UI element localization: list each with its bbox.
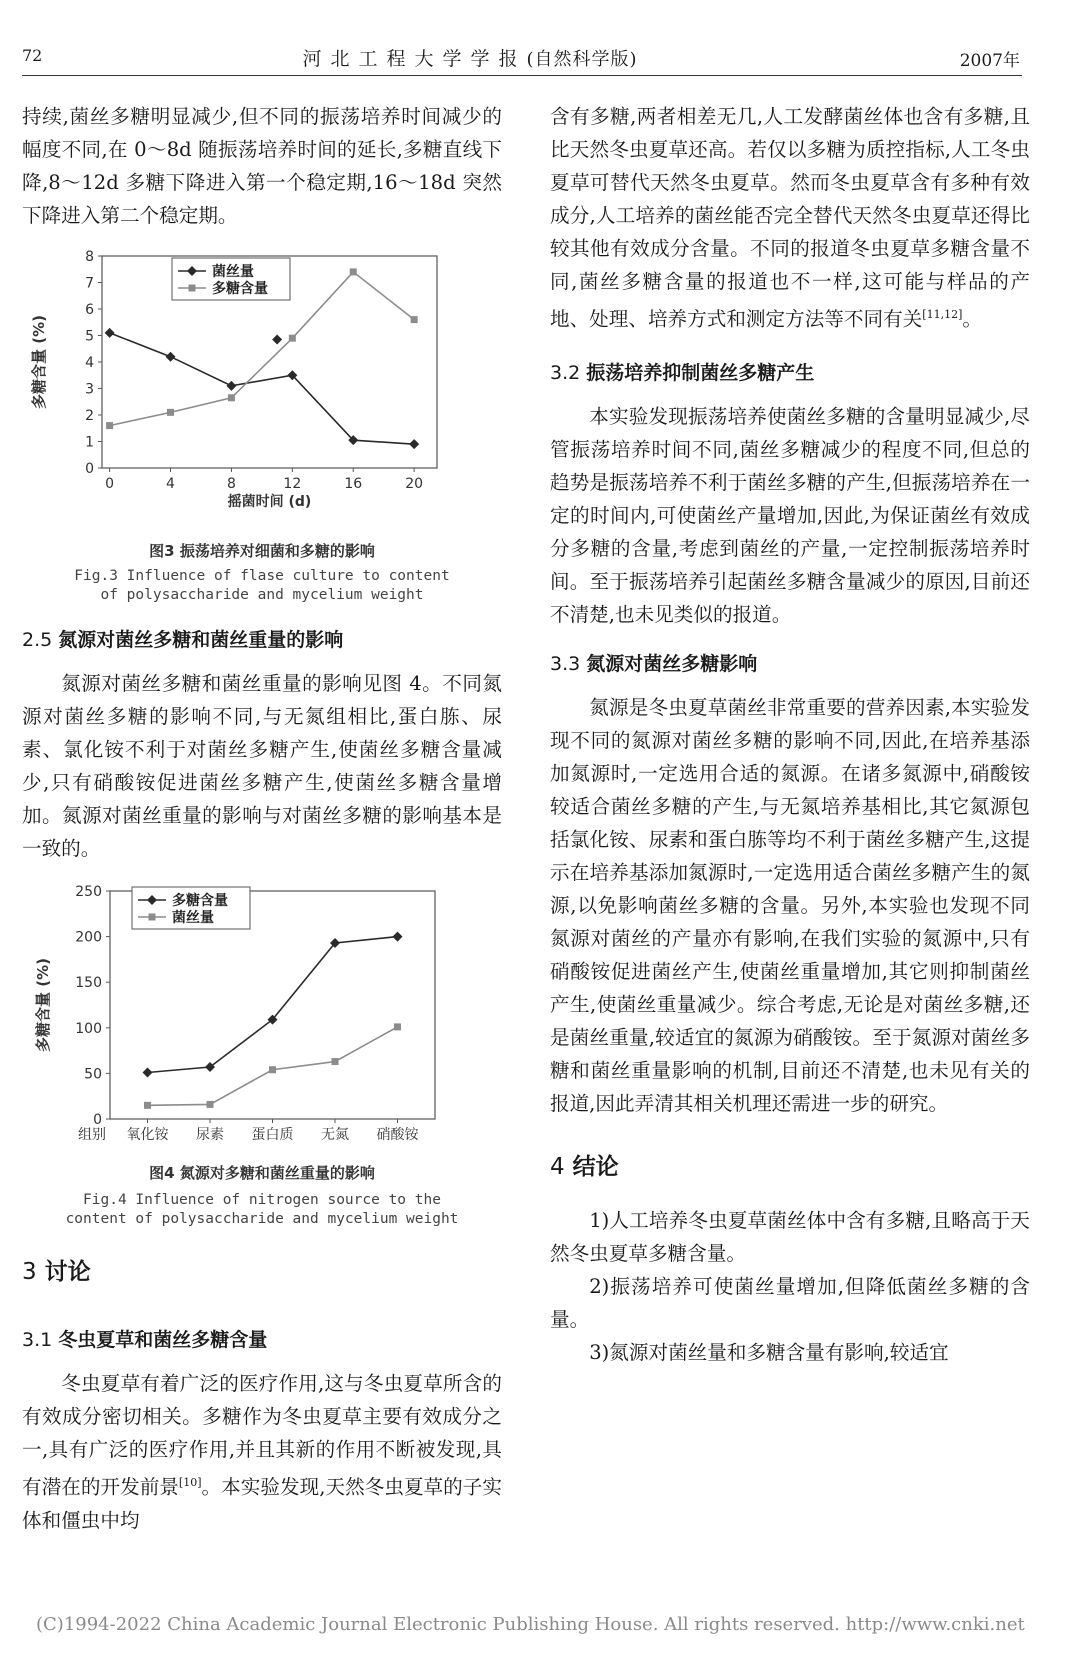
data-point-1-1 xyxy=(167,409,174,416)
data-point-0-2 xyxy=(226,381,236,391)
x-tick-label: 8 xyxy=(226,476,236,492)
y-tick-label: 1 xyxy=(85,434,94,451)
section-title: 讨论 xyxy=(44,1259,91,1285)
x-prefix-label: 组别 xyxy=(78,1127,106,1143)
legend-label-1: 菌丝量 xyxy=(172,910,214,926)
section-number: 3.3 xyxy=(550,652,581,675)
x-tick-label: 0 xyxy=(105,476,115,492)
y-tick-label: 2 xyxy=(85,408,94,424)
data-point-0-0 xyxy=(143,1067,153,1077)
section-3-heading xyxy=(22,1255,502,1289)
paragraph-3-1-tail: 。本实验发现,天然冬虫夏草的子实体和僵虫中均 xyxy=(22,1475,502,1532)
section-number: 2.5 xyxy=(22,629,53,651)
conclusion-1: 1)人工培养冬虫夏草菌丝体中含有多糖,且略高于天然冬虫夏草多糖含量。 xyxy=(550,1208,1030,1265)
journal-subtitle: (自然科学版) xyxy=(526,49,638,70)
conclusion-2: 2)振荡培养可使菌丝量增加,但降低菌丝多糖的含量。 xyxy=(550,1274,1030,1331)
year: 2007年 xyxy=(959,51,1020,71)
data-point-1-4 xyxy=(394,1023,401,1030)
fig4-chart xyxy=(22,879,502,1164)
x-tick-label: 蛋白质 xyxy=(251,1127,294,1143)
citation: [10] xyxy=(178,1476,202,1489)
legend-label-1: 多糖含量 xyxy=(212,281,268,297)
y-tick-label: 200 xyxy=(75,929,102,946)
paragraph-3-1 xyxy=(22,1367,502,1537)
page-header xyxy=(0,0,1080,80)
data-point-1-4 xyxy=(350,268,357,275)
y-tick-label: 0 xyxy=(85,461,94,477)
data-point-1-0 xyxy=(106,422,113,429)
data-point-0-extra xyxy=(272,334,282,344)
data-point-1-1 xyxy=(207,1101,214,1108)
paragraph-left-top: 持续,菌丝多糖明显减少,但不同的振荡培养时间减少的幅度不同,在 0～8d 随振荡培养时间的延长,多糖直线下降,8～12d 多糖下降进入第一个稳定期,16～18d 突然下降进入第二个稳定期。 xyxy=(22,105,502,227)
y-tick-label: 50 xyxy=(84,1066,102,1083)
fig3-caption-en-1: Fig.3 Influence of flase culture to content xyxy=(74,568,450,584)
data-point-1-3 xyxy=(289,335,296,342)
fig4-caption-en-1: Fig.4 Influence of nitrogen source to the xyxy=(83,1192,441,1208)
x-tick-label: 4 xyxy=(166,476,175,492)
data-point-0-1 xyxy=(166,352,176,362)
y-tick-label: 3 xyxy=(85,381,94,398)
data-point-0-0 xyxy=(105,328,115,338)
journal-title xyxy=(200,44,740,71)
x-tick-label: 16 xyxy=(344,476,363,492)
data-point-1-0 xyxy=(144,1102,151,1109)
section-number: 3.1 xyxy=(22,1329,53,1351)
data-point-1-3 xyxy=(332,1058,339,1065)
paragraph-right-top-tail: 。 xyxy=(962,307,982,331)
paragraph-3-2: 本实验发现振荡培养使菌丝多糖的含量明显减少,尽管振荡培养时间不同,菌丝多糖减少的程度不同,但总的趋势是振荡培养不利于菌丝多糖的产生,但振荡培养在一定的时间内,可使菌丝产量增加,因此,为保证菌丝有效成分多糖的含量,考虑到菌丝的产量,一定控制振荡培养时间。至于振荡培养引起菌丝多糖含量减少的原因,目前还不清楚,也未见类似的报道。 xyxy=(550,404,1030,626)
y-tick-label: 4 xyxy=(85,355,94,371)
y-tick-label: 250 xyxy=(75,884,102,900)
x-tick-label: 硝酸铵 xyxy=(376,1127,419,1143)
y-axis-label: 多糖含量 (%) xyxy=(30,315,48,409)
section-4-heading xyxy=(550,1150,1030,1184)
data-point-1-2 xyxy=(269,1066,276,1073)
x-tick-label: 20 xyxy=(405,476,424,492)
figure-3 xyxy=(22,248,502,605)
y-tick-label: 0 xyxy=(93,1112,102,1128)
section-number: 3 xyxy=(22,1259,37,1285)
section-title: 冬虫夏草和菌丝多糖含量 xyxy=(58,1329,268,1351)
section-number: 4 xyxy=(550,1153,565,1180)
data-point-0-4 xyxy=(393,932,403,942)
conclusion-3: 3)氮源对菌丝量和多糖含量有影响,较适宜 xyxy=(589,1340,949,1364)
x-tick-label: 12 xyxy=(283,476,302,492)
section-title: 氮源对菌丝多糖影响 xyxy=(586,652,758,675)
y-tick-label: 150 xyxy=(75,975,102,992)
section-title: 氮源对菌丝多糖和菌丝重量的影响 xyxy=(58,629,344,651)
series-line-0 xyxy=(110,333,415,444)
section-3-1-heading xyxy=(22,1325,502,1355)
paragraph-2-5: 氮源对菌丝多糖和菌丝重量的影响见图 4。不同氮源对菌丝多糖的影响不同,与无氮组相比,蛋白胨、尿素、氯化铵不利于对菌丝多糖产生,使菌丝多糖含量减少,只有硝酸铵促进菌丝多糖产生,使菌丝多糖含量增加。氮源对菌丝重量的影响与对菌丝多糖的影响基本是一致的。 xyxy=(22,672,502,860)
y-tick-label: 5 xyxy=(85,328,94,345)
legend-label-0: 菌丝量 xyxy=(212,264,254,280)
page-number: 72 xyxy=(22,46,43,65)
series-line-1 xyxy=(148,1027,398,1105)
fig4-caption-en-2: content of polysaccharide and mycelium weight xyxy=(65,1211,459,1227)
header-rule xyxy=(22,75,1022,76)
data-point-0-5 xyxy=(409,439,419,449)
section-title: 振荡培养抑制菌丝多糖产生 xyxy=(586,361,815,384)
fig3-caption-en-2: of polysaccharide and mycelium weight xyxy=(100,587,424,603)
section-title: 结论 xyxy=(572,1153,619,1180)
fig3-caption-cn: 图3 振荡培养对细菌和多糖的影响 xyxy=(149,542,375,560)
section-3-2-heading xyxy=(550,358,1030,388)
paragraph-right-top-text: 含有多糖,两者相差无几,人工发酵菌丝体也含有多糖,且比天然冬虫夏草还高。若仅以多糖为质控指标,人工冬虫夏草可替代天然冬虫夏草。然而冬虫夏草含有多种有效成分,人工培养的菌丝能否完全替代天然冬虫夏草还得比较其他有效成分含量。不同的报道冬虫夏草多糖含量不同,菌丝多糖含量的报道也不一样,这可能与样品的产地、处理、培养方式和测定方法等不同有关 xyxy=(550,105,1030,331)
legend-marker-1 xyxy=(149,914,156,921)
data-point-1-5 xyxy=(411,316,418,323)
paragraph-3-1-text: 冬虫夏草有着广泛的医疗作用,这与冬虫夏草所含的有效成分密切相关。多糖作为冬虫夏草主要有效成分之一,具有广泛的医疗作用,并且其新的作用不断被发现,具有潜在的开发前景 xyxy=(22,1372,502,1499)
paragraph-3-3: 氮源是冬虫夏草菌丝非常重要的营养因素,本实验发现不同的氮源对菌丝多糖的影响不同,因此,在培养基添加氮源时,一定选用合适的氮源。在诸多氮源中,硝酸铵较适合菌丝多糖的产生,与无氮培养基相比,其它氮源包括氯化铵、尿素和蛋白胨等均不利于菌丝多糖产生,这提示在培养基添加氮源时,一定选用适合菌丝多糖产生的氮源,以免影响菌丝多糖的含量。另外,本实验也发现不同氮源对菌丝的产量亦有影响,在我们实验的氮源中,只有硝酸铵促进菌丝产生,使菌丝重量增加,其它则抑制菌丝产生,使菌丝重量减少。综合考虑,无论是对菌丝多糖,还是菌丝重量,较适宜的氮源为硝酸铵。至于氮源对菌丝多糖和菌丝重量影响的机制,目前还不清楚,也未见有关的报道,因此弄清其相关机理还需进一步的研究。 xyxy=(550,695,1030,1115)
journal-name: 河北工程大学学报 xyxy=(302,48,527,70)
figure-4 xyxy=(22,879,502,1229)
y-tick-label: 100 xyxy=(75,1020,102,1037)
y-tick-label: 6 xyxy=(85,302,94,318)
legend-label-0: 多糖含量 xyxy=(172,893,228,909)
y-axis-label: 多糖含量 (%) xyxy=(34,958,52,1052)
copyright-footer: (C)1994-2022 China Academic Journal Electronic Publishing House. All rights reserved. http://www.cnki.net xyxy=(36,1614,1025,1635)
fig3-chart xyxy=(22,248,502,538)
section-3-3-heading xyxy=(550,649,1030,679)
legend-marker-1 xyxy=(189,285,196,292)
series-line-0 xyxy=(148,937,398,1073)
section-2-5-heading xyxy=(22,625,502,655)
citation: [11,12] xyxy=(922,308,963,321)
y-tick-label: 7 xyxy=(85,275,94,292)
data-point-1-2 xyxy=(228,394,235,401)
y-tick-label: 8 xyxy=(85,249,94,265)
x-tick-label: 无氮 xyxy=(321,1127,349,1143)
x-axis-label: 摇菌时间 (d) xyxy=(227,494,312,510)
right-column xyxy=(550,100,1030,1369)
left-column xyxy=(22,100,502,1537)
fig4-caption-cn: 图4 氮源对多糖和菌丝重量的影响 xyxy=(149,1164,375,1182)
paragraph-right-top xyxy=(550,100,1030,336)
x-tick-label: 尿素 xyxy=(196,1127,224,1143)
section-number: 3.2 xyxy=(550,361,581,384)
x-tick-label: 氧化铵 xyxy=(126,1127,169,1143)
